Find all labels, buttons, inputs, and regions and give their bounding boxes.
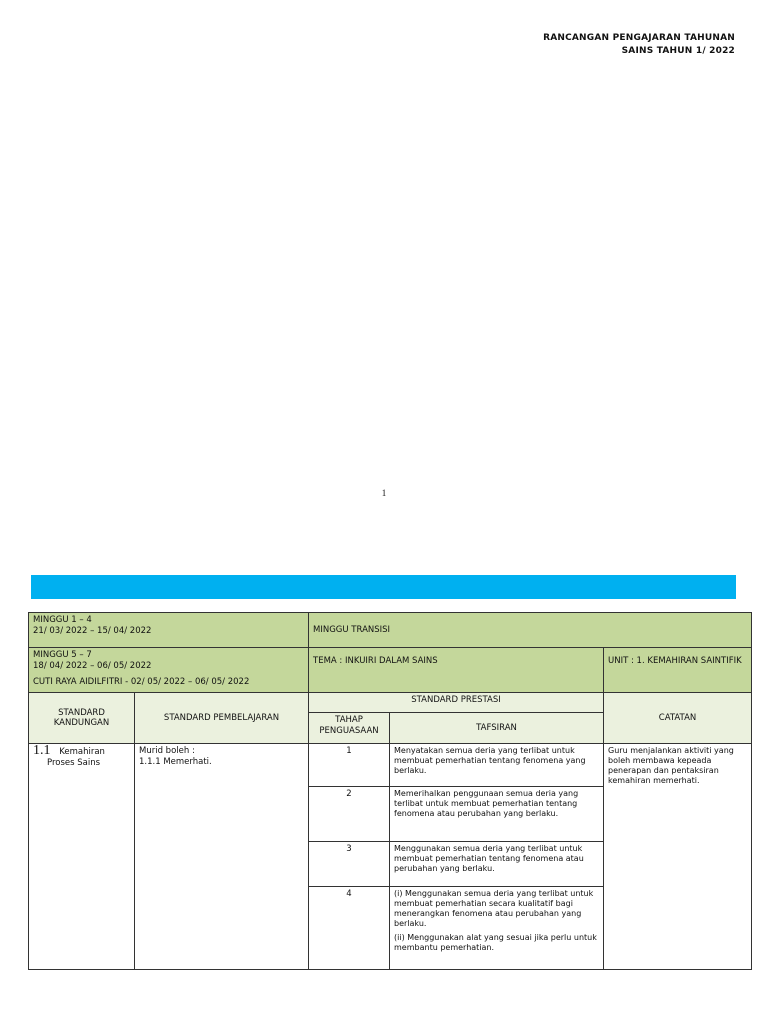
sk-title-2: Proses Sains <box>47 757 101 768</box>
tafsiran-4 <box>390 887 604 970</box>
week-1-4-label: MINGGU 1 – 4 <box>33 615 92 625</box>
sp-intro: Murid boleh : <box>139 746 195 756</box>
catatan-cell: Guru menjalankan aktiviti yang boleh membawa kepeada penerapan dan pentaksiran kemahiran memerhati. <box>604 744 752 970</box>
sp-item: 1.1.1 Memerhati. <box>139 756 212 767</box>
tafsiran-4-text-1: (i) Menggunakan semua deria yang terlibat untuk membuat pemerhatian secara kualitatif bagi menerangkan fenomena atau perubahan yang berlaku. <box>394 889 594 928</box>
tafsiran-1 <box>390 744 604 787</box>
header-title: RANCANGAN PENGAJARAN TAHUNAN <box>543 33 735 43</box>
week-5-7-cell <box>29 648 309 693</box>
tafsiran-2-text: Memerihalkan penggunaan semua deria yang terlibat untuk membuat pemerhatian tentang fenomena atau perubahan yang berlaku. <box>394 789 579 818</box>
week-5-7-dates: 18/ 04/ 2022 – 06/ 05/ 2022 <box>33 660 152 671</box>
header-standard-kandungan: STANDARD KANDUNGAN <box>29 693 135 744</box>
header-standard-pembelajaran: STANDARD PEMBELAJARAN <box>135 693 309 744</box>
theme-cell: TEMA : INKUIRI DALAM SAINS <box>309 648 604 693</box>
standard-pembelajaran-cell <box>135 744 309 970</box>
table-row <box>29 744 752 787</box>
header-tafsiran: TAFSIRAN <box>390 713 604 744</box>
tahap-4: 4 <box>309 887 390 970</box>
week-row-1 <box>29 613 752 648</box>
header-tahap: TAHAP PENGUASAAN <box>309 713 390 744</box>
transition-week-cell: MINGGU TRANSISI <box>309 613 752 648</box>
tafsiran-2 <box>390 787 604 842</box>
tahap-1: 1 <box>309 744 390 787</box>
tahap-2: 2 <box>309 787 390 842</box>
standard-kandungan-cell <box>29 744 135 970</box>
section-band <box>31 575 736 599</box>
header-catatan: CATATAN <box>604 693 752 744</box>
header-subtitle: SAINS TAHUN 1/ 2022 <box>621 46 735 56</box>
tafsiran-1-text: Menyatakan semua deria yang terlibat untuk membuat pemerhatian tentang fenomena yang berlaku. <box>394 746 586 775</box>
column-header-row-1 <box>29 693 752 713</box>
week-row-2 <box>29 648 752 693</box>
sk-number: 1.1 <box>33 743 51 758</box>
lesson-plan-table <box>28 612 752 970</box>
tafsiran-3 <box>390 842 604 887</box>
tafsiran-4-text-2: (ii) Menggunakan alat yang sesuai jika perlu untuk membantu pemerhatian. <box>394 933 597 952</box>
week-1-4-dates: 21/ 03/ 2022 – 15/ 04/ 2022 <box>33 625 152 636</box>
sk-title-1: Kemahiran <box>59 747 105 757</box>
holiday-note: CUTI RAYA AIDILFITRI - 02/ 05/ 2022 – 06/ 05/ 2022 <box>33 677 250 687</box>
tahap-3: 3 <box>309 842 390 887</box>
page-header <box>543 32 735 58</box>
page-number: 1 <box>381 488 387 498</box>
week-5-7-label: MINGGU 5 – 7 <box>33 650 92 660</box>
week-1-4-cell <box>29 613 309 648</box>
header-standard-prestasi: STANDARD PRESTASI <box>309 693 604 713</box>
tafsiran-3-text: Menggunakan semua deria yang terlibat untuk membuat pemerhatian tentang fenomena atau perubahan yang berlaku. <box>394 844 584 873</box>
unit-cell: UNIT : 1. KEMAHIRAN SAINTIFIK <box>604 648 752 693</box>
